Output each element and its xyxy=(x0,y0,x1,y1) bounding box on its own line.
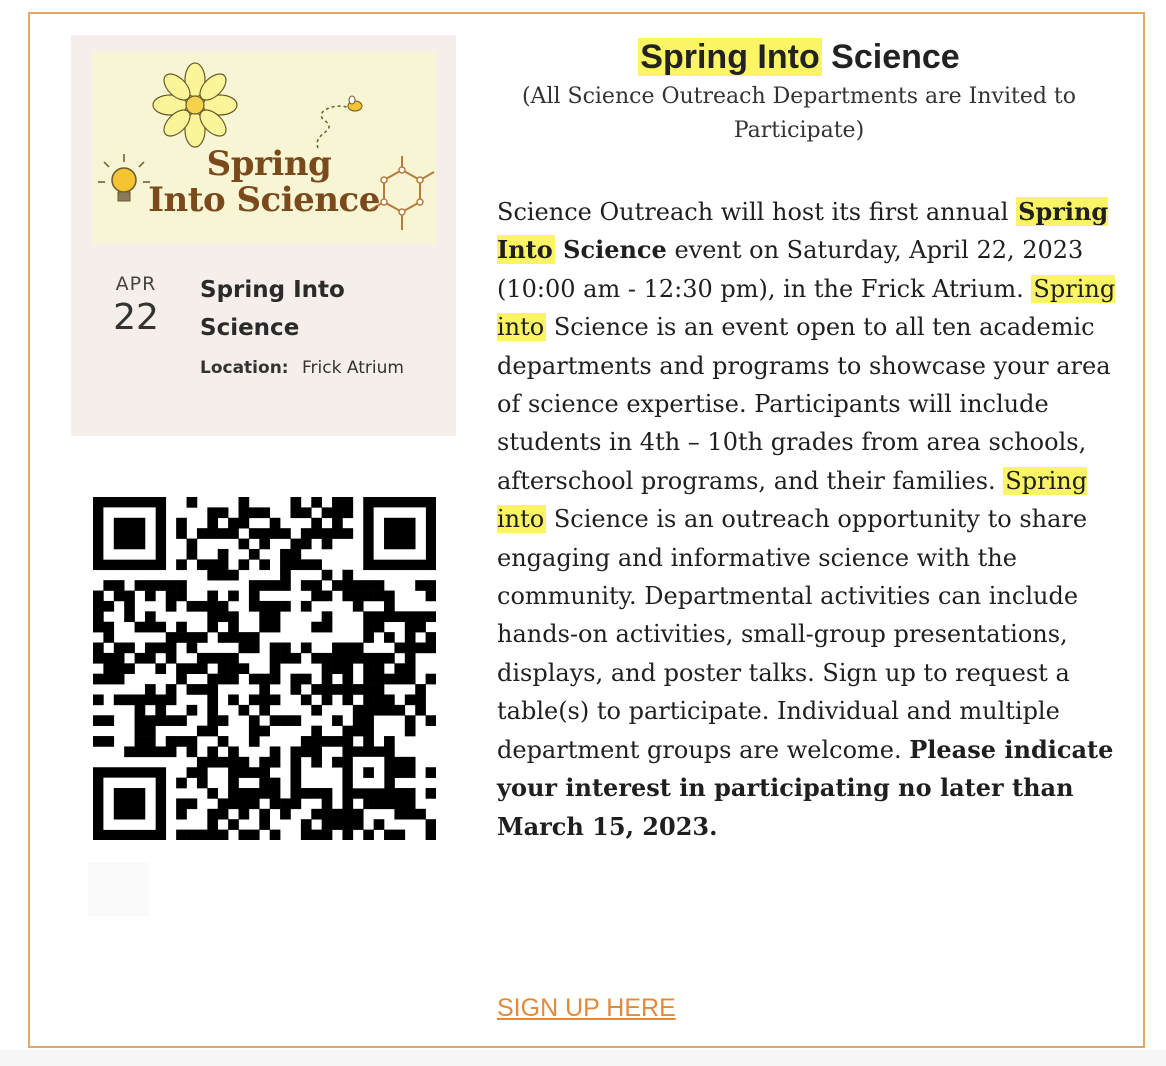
body-p2-a: Science is an event open to all ten academic departments and programs to showcase your area of science expertise. Participants will include students in 4th – 10th grades from area schools, afterschool programs, and their families. xyxy=(497,313,1111,495)
page-subtitle: (All Science Outreach Departments are Invited to Participate) xyxy=(521,84,1077,143)
flower-icon xyxy=(150,60,240,150)
qr-code[interactable] xyxy=(93,497,436,840)
body-p3-highlight: Spring into xyxy=(497,466,1088,534)
body-p1-b: event on Saturday, April 22, 2023 (10:00 am - 12:30 pm), in the Frick Atrium. xyxy=(497,236,1084,303)
event-location xyxy=(200,358,404,378)
body-deadline: Please indicate your interest in participating no later than March 15, 2023. xyxy=(497,734,1114,841)
banner-title-line2: Into Science xyxy=(148,180,380,220)
body-p1-highlight: Spring Into xyxy=(497,197,1109,265)
event-description xyxy=(497,193,1117,846)
bottom-strip xyxy=(0,1050,1166,1066)
qr-ghost-mark xyxy=(88,862,150,916)
page-title xyxy=(464,37,1134,77)
bee-icon xyxy=(310,92,370,152)
event-banner xyxy=(92,52,436,244)
banner-title-line1: Spring xyxy=(206,144,332,184)
body-p2-highlight: Spring into xyxy=(497,274,1116,342)
body-p3-a: Science is an outreach opportunity to share engaging and informative science with the community. Departmental activities can include hands-on activities, small-group presentations, displays, and poster talks. Sign up to request a table(s) to participate. Individual and multiple department groups are welcome. xyxy=(497,505,1088,764)
title-rest: Science xyxy=(821,38,960,76)
event-card[interactable] xyxy=(71,35,456,436)
event-day: 22 xyxy=(113,297,159,338)
sign-up-link[interactable]: SIGN UP HERE xyxy=(497,994,676,1022)
body-p1-a: Science Outreach will host its first annual xyxy=(497,198,1017,226)
event-title[interactable]: Spring Into Science xyxy=(200,277,345,341)
event-month: APR xyxy=(115,273,157,295)
body-p1-bold: Science xyxy=(554,235,667,265)
event-date xyxy=(109,273,163,338)
location-value: Frick Atrium xyxy=(302,358,404,378)
title-highlight: Spring Into xyxy=(640,38,820,76)
banner-title xyxy=(92,146,436,218)
location-label: Location: xyxy=(200,358,289,378)
